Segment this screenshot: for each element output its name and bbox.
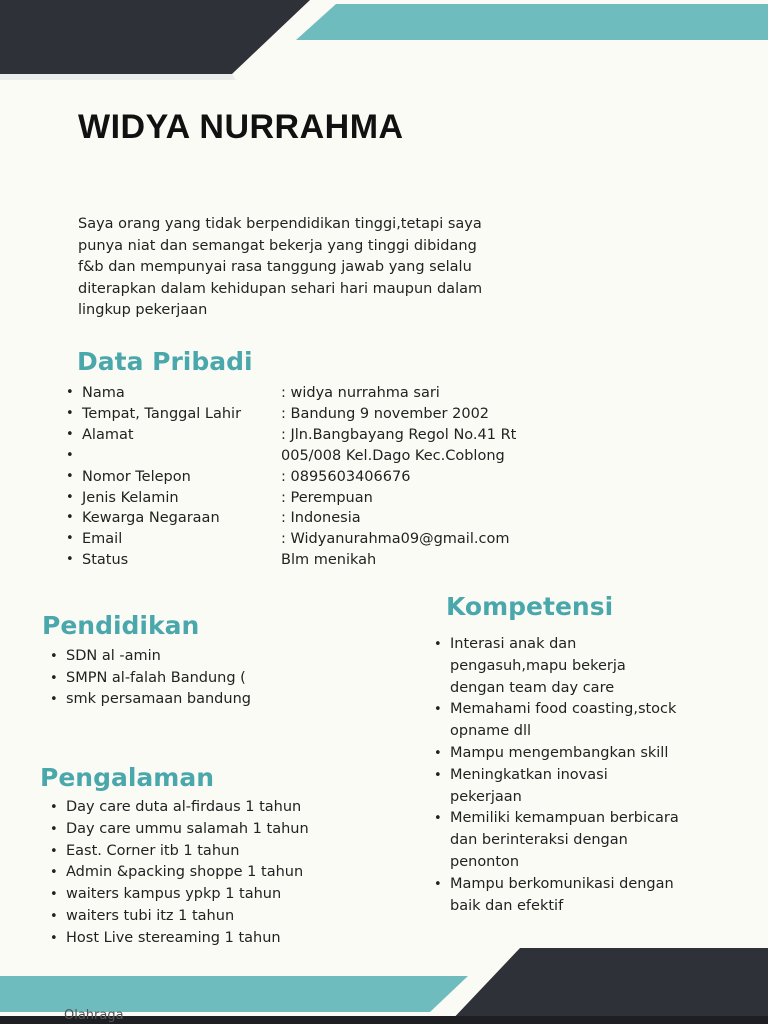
experience-item: • Day care duta al-firdaus 1 tahun bbox=[50, 797, 309, 819]
experience-item: • Host Live stereaming 1 tahun bbox=[50, 928, 309, 950]
personal-data-value: : Jln.Bangbayang Regol No.41 Rt bbox=[281, 426, 517, 443]
bottom-dark-band bbox=[448, 948, 768, 1024]
personal-data-label: • Alamat bbox=[82, 426, 134, 443]
experience-list bbox=[50, 797, 309, 950]
personal-data-item bbox=[66, 446, 516, 467]
personal-data-label: • Tempat, Tanggal Lahir bbox=[82, 405, 242, 422]
pendidikan-title: Pendidikan bbox=[42, 611, 200, 640]
personal-data-item bbox=[66, 467, 516, 488]
top-dark-band bbox=[0, 0, 310, 74]
profile-summary: Saya orang yang tidak berpendidikan tinggi,tetapi saya punya niat dan semangat bekerja yang tinggi dibidang f&b dan mempunyai rasa tanggung jawab yang selalu diterapkan dalam kehidupan sehari hari maupun dalam lingkup pekerjaan bbox=[78, 216, 483, 319]
experience-item: • Admin &packing shoppe 1 tahun bbox=[50, 862, 309, 884]
personal-data-value: : Perempuan bbox=[281, 489, 373, 506]
competence-list bbox=[434, 634, 684, 917]
experience-item: • waiters tubi itz 1 tahun bbox=[50, 906, 309, 928]
personal-data-label: • Nama bbox=[82, 385, 125, 401]
personal-data-value: Blm menikah bbox=[281, 552, 377, 569]
personal-data-value: : 0895603406676 bbox=[281, 468, 411, 485]
personal-data-item bbox=[66, 383, 516, 404]
experience-item: • East. Corner itb 1 tahun bbox=[50, 841, 309, 863]
experience-item: • Day care ummu salamah 1 tahun bbox=[50, 819, 309, 841]
competence-item: • Meningkatkan inovasi pekerjaan bbox=[434, 765, 684, 809]
personal-data-item bbox=[66, 529, 516, 550]
bottom-teal-band bbox=[0, 976, 468, 1012]
personal-data-value: : Indonesia bbox=[281, 510, 361, 527]
personal-data-item bbox=[66, 550, 516, 571]
experience-item: • waiters kampus ypkp 1 tahun bbox=[50, 884, 309, 906]
personal-data-value: • 005/008 Kel.Dago Kec.Coblong bbox=[281, 447, 505, 464]
competence-item: • Mampu berkomunikasi dengan baik dan efektif bbox=[434, 874, 684, 918]
education-list bbox=[50, 646, 251, 711]
competence-item: • Memiliki kemampuan berbicara dan berinteraksi dengan penonton bbox=[434, 808, 684, 873]
personal-data-item bbox=[66, 508, 516, 529]
top-teal-band bbox=[296, 4, 768, 40]
top-light-stripe bbox=[0, 74, 236, 80]
education-item: • SDN al -amin bbox=[50, 646, 251, 668]
data-pribadi-title: Data Pribadi bbox=[77, 347, 253, 376]
personal-data-label: • Kewarga Negaraan bbox=[82, 510, 220, 527]
competence-item: • Interasi anak dan pengasuh,mapu bekerja dengan team day care bbox=[434, 634, 684, 699]
cutoff-section-heading: Olahraga bbox=[64, 1008, 124, 1023]
education-item: • smk persamaan bandung bbox=[50, 689, 251, 711]
personal-data-value: : Widyanurahma09@gmail.com bbox=[281, 531, 510, 548]
personal-data-value: : widya nurrahma sari bbox=[281, 385, 440, 401]
personal-data-label: • Jenis Kelamin bbox=[82, 489, 179, 506]
personal-data-list bbox=[66, 383, 516, 571]
personal-data-label: • Status bbox=[82, 552, 129, 569]
personal-data-item bbox=[66, 488, 516, 509]
competence-item: • Memahami food coasting,stock opname dll bbox=[434, 699, 684, 743]
competence-item: • Mampu mengembangkan skill bbox=[434, 743, 684, 765]
education-item: • SMPN al-falah Bandung ( bbox=[50, 668, 251, 690]
personal-data-label: • Nomor Telepon bbox=[82, 468, 191, 485]
personal-data-value: : Bandung 9 november 2002 bbox=[281, 405, 490, 422]
pengalaman-title: Pengalaman bbox=[40, 763, 214, 792]
personal-data-item bbox=[66, 425, 516, 446]
personal-data-item bbox=[66, 404, 516, 425]
kompetensi-title: Kompetensi bbox=[446, 592, 614, 621]
candidate-name: WIDYA NURRAHMA bbox=[78, 108, 404, 146]
personal-data-label bbox=[82, 446, 281, 467]
personal-data-label: • Email bbox=[82, 531, 123, 548]
